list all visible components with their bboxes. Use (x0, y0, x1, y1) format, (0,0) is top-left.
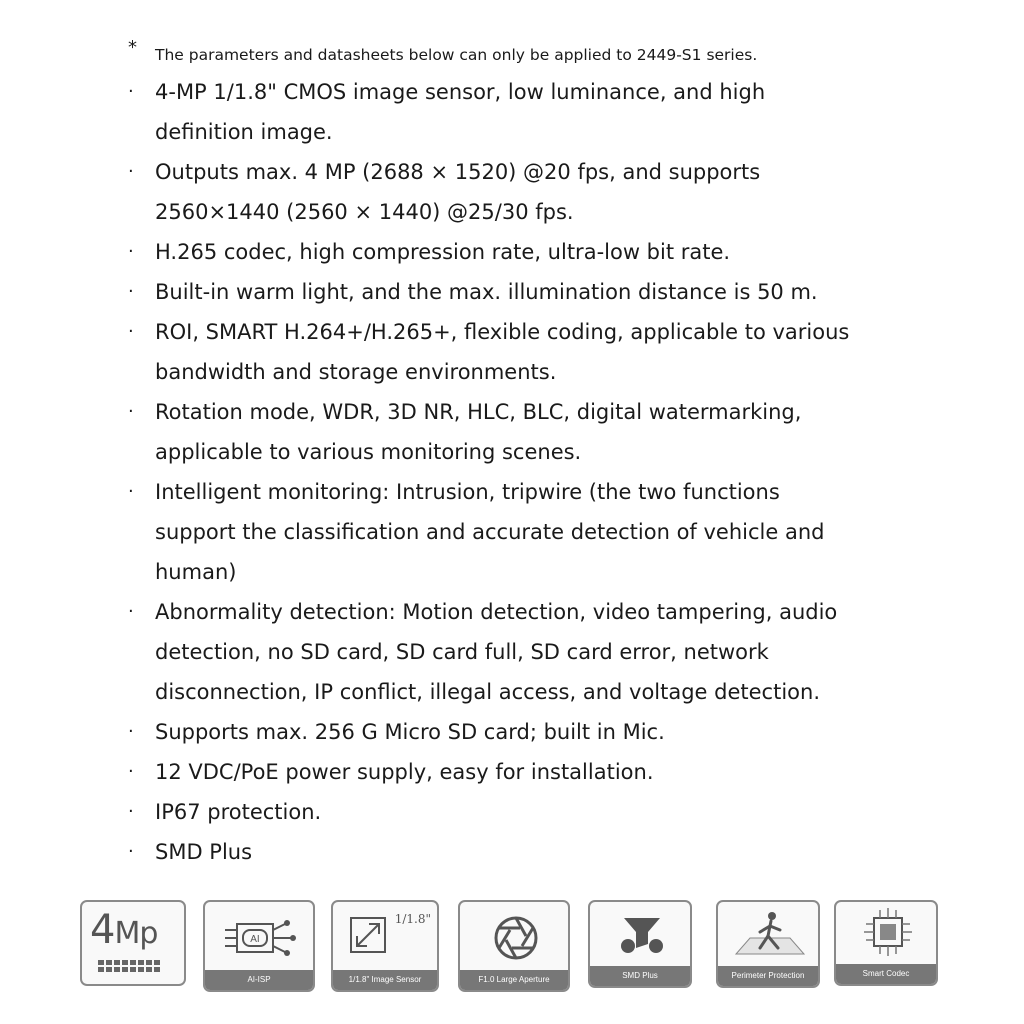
feature-line: Built-in warm light, and the max. illumination distance is 50 m. (155, 280, 818, 304)
feature-list (124, 72, 884, 872)
note-asterisk: * (128, 37, 137, 58)
feature-line: H.265 codec, high compression rate, ultra-low bit rate. (155, 240, 731, 264)
bullet-dot: · (128, 761, 134, 782)
feature-line: support the classification and accurate detection of vehicle and (155, 520, 825, 544)
feature-line: IP67 protection. (155, 800, 322, 824)
feature-item (124, 832, 884, 872)
bullet-dot: · (128, 721, 134, 742)
mp-label: 4Mp (90, 907, 158, 953)
badge-4mp (80, 900, 186, 986)
bullet-dot: · (128, 401, 134, 422)
walking-person-icon (718, 902, 820, 970)
feature-line: human) (155, 560, 237, 584)
badge-aperture (458, 900, 570, 992)
feature-item (124, 392, 884, 472)
badge-image-sensor (331, 900, 439, 992)
feature-item (124, 592, 884, 712)
caption-aperture: F1.0 Large Aperture (460, 970, 568, 990)
svg-text:AI: AI (250, 934, 260, 945)
bullet-dot: · (128, 161, 134, 182)
codec-chip-icon (836, 902, 938, 968)
feature-item (124, 272, 884, 312)
feature-item (124, 752, 884, 792)
feature-line: disconnection, IP conflict, illegal access, and voltage detection. (155, 680, 821, 704)
filter-funnel-icon (590, 902, 692, 970)
feature-item (124, 712, 884, 752)
badge-smd-plus (588, 900, 692, 988)
feature-line: Rotation mode, WDR, 3D NR, HLC, BLC, digital watermarking, (155, 400, 802, 424)
feature-line: applicable to various monitoring scenes. (155, 440, 582, 464)
feature-item (124, 472, 884, 592)
pixel-grid-icon (82, 902, 186, 986)
feature-item (124, 232, 884, 272)
caption-ai-isp: AI-ISP (205, 970, 313, 990)
bullet-dot: · (128, 241, 134, 262)
bullet-dot: · (128, 321, 134, 342)
badge-smart-codec (834, 900, 938, 986)
note-text: The parameters and datasheets below can only be applied to 2449-S1 series. (155, 46, 758, 64)
caption-smd-plus: SMD Plus (590, 966, 690, 986)
caption-image-sensor: 1/1.8" Image Sensor (333, 970, 437, 990)
caption-smart-codec: Smart Codec (836, 964, 936, 984)
aperture-icon (460, 902, 570, 974)
feature-line: Outputs max. 4 MP (2688 × 1520) @20 fps, and supports (155, 160, 761, 184)
feature-line: Supports max. 256 G Micro SD card; built in Mic. (155, 720, 665, 744)
bullet-dot: · (128, 841, 134, 862)
badge-ai-isp (203, 900, 315, 992)
feature-item (124, 792, 884, 832)
feature-icon-row (80, 900, 950, 996)
sensor-size-label: 1/1.8" (394, 912, 431, 926)
bullet-dot: · (128, 601, 134, 622)
feature-line: 4-MP 1/1.8" CMOS image sensor, low luminance, and high (155, 80, 766, 104)
feature-line: ROI, SMART H.264+/H.265+, flexible coding, applicable to various (155, 320, 850, 344)
feature-item (124, 152, 884, 232)
ai-chip-icon (205, 902, 315, 974)
bullet-dot: · (128, 281, 134, 302)
feature-item (124, 312, 884, 392)
feature-line: 12 VDC/PoE power supply, easy for installation. (155, 760, 654, 784)
badge-perimeter-protection (716, 900, 820, 988)
feature-line: 2560×1440 (2560 × 1440) @25/30 fps. (155, 200, 574, 224)
feature-line: bandwidth and storage environments. (155, 360, 557, 384)
caption-perimeter-protection: Perimeter Protection (718, 966, 818, 986)
feature-line: detection, no SD card, SD card full, SD card error, network (155, 640, 769, 664)
feature-line: definition image. (155, 120, 333, 144)
bullet-dot: · (128, 81, 134, 102)
bullet-dot: · (128, 801, 134, 822)
feature-item (124, 72, 884, 152)
feature-line: Intelligent monitoring: Intrusion, tripwire (the two functions (155, 480, 780, 504)
bullet-dot: · (128, 481, 134, 502)
feature-line: Abnormality detection: Motion detection, video tampering, audio (155, 600, 838, 624)
feature-line: SMD Plus (155, 840, 253, 864)
